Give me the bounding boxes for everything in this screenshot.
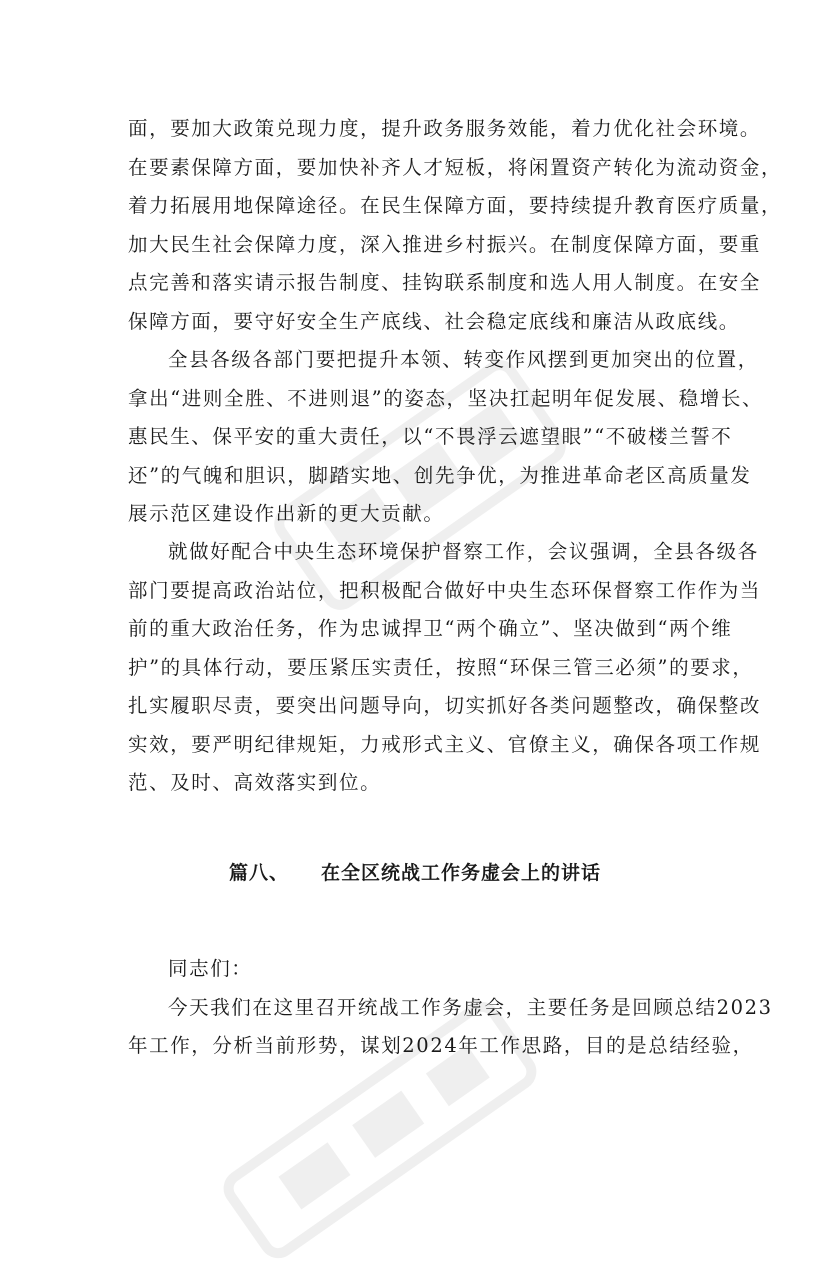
text-line: 范、及时、高效落实到位。	[128, 771, 382, 794]
salutation: 同志们：	[168, 957, 253, 980]
paragraph-security-guarantee	[128, 110, 783, 341]
text-line: 还”的气魄和胆识，脚踏实地、创先争优，为推进革命老区高质量发	[128, 463, 752, 487]
text-line: 面，要加大政策兑现力度，提升政务服务效能，着力优化社会环境。	[128, 117, 762, 140]
text-line: 惠民生、保平安的重大责任，以“不畏浮云遮望眼”“不破楼兰誓不	[128, 425, 733, 448]
text-line: 全县各级各部门要把提升本领、转变作风摆到更加突出的位置，	[168, 348, 759, 371]
text-line: 年工作，分析当前形势，谋划2024年工作思路，目的是总结经验，	[128, 1034, 754, 1057]
text-line: 点完善和落实请示报告制度、挂钩联系制度和选人用人制度。在安全	[128, 271, 762, 294]
text-line: 在要素保障方面，要加快补齐人才短板，将闲置资产转化为流动资金，	[128, 155, 783, 179]
text-line: 扎实履职尽责，要突出问题导向，切实抓好各类问题整改，确保整改	[128, 694, 762, 717]
text-line: 加大民生社会保障力度，深入推进乡村振兴。在制度保障方面，要重	[128, 232, 762, 256]
text-line: 拿出“进则全胜、不进则退”的姿态，坚决扛起明年促发展、稳增长、	[128, 386, 764, 410]
section-heading	[0, 858, 830, 885]
speech-opening	[128, 950, 773, 1066]
text-line: 前的重大政治任务，作为忠诚捍卫“两个确立”、坚决做到“两个维	[128, 617, 733, 640]
text-line: 着力拓展用地保障途径。在民生保障方面，要持续提升教育医疗质量，	[128, 194, 783, 217]
text-line: 实效，要严明纪律规矩，力戒形式主义、官僚主义，确保各项工作规	[128, 732, 762, 756]
paragraph-environmental-inspection	[128, 533, 762, 803]
text-line: 展示范区建设作出新的更大贡献。	[128, 502, 445, 525]
section-number: 篇八、	[228, 862, 289, 884]
paragraph-work-style	[128, 341, 764, 534]
text-line: 保障方面，要守好安全生产底线、社会稳定底线和廉洁从政底线。	[128, 309, 740, 333]
text-line: 今天我们在这里召开统战工作务虚会，主要任务是回顾总结2023	[168, 995, 773, 1019]
section-title: 在全区统战工作务虚会上的讲话	[321, 862, 602, 884]
text-line: 部门要提高政治站位，把积极配合做好中央生态环保督察工作作为当	[128, 578, 762, 602]
text-line: 护”的具体行动，要压紧压实责任，按照“环保三管三必须”的要求，	[128, 655, 754, 679]
text-line: 就做好配合中央生态环境保护督察工作，会议强调，全县各级各	[168, 540, 759, 563]
